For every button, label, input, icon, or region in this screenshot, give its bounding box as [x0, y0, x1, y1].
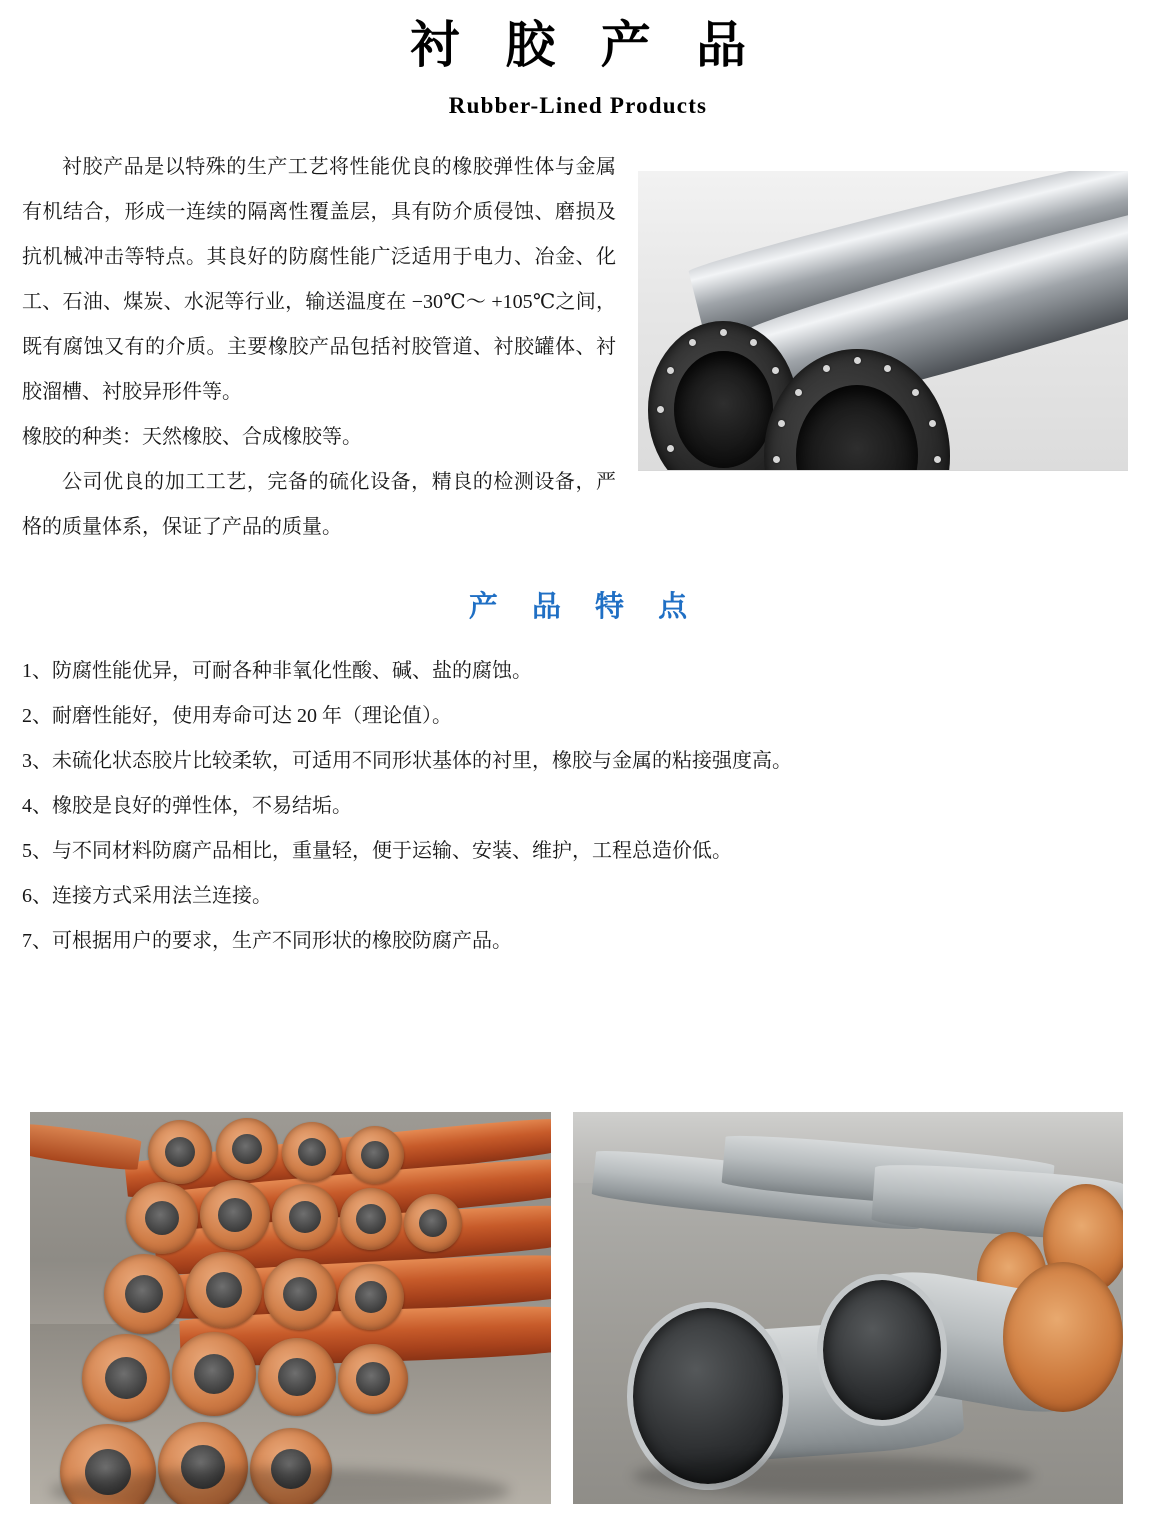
document-page [0, 14, 1156, 1514]
list-item: 3、未硫化状态胶片比较柔软，可适用不同形状基体的衬里，橡胶与金属的粘接强度高。 [22, 749, 792, 772]
intro-paragraph: 衬胶产品是以特殊的生产工艺将性能优良的橡胶弹性体与金属有机结合，形成一连续的隔离性覆盖层，具有防介质侵蚀、磨损及抗机械冲击等特点。其良好的防腐性能广泛适用于电力、冶金、化工、石油、煤炭、水泥等行业，输送温度在 −30℃～ +105℃之间，既有腐蚀又有的介质。主要橡胶产品包括衬胶管道、衬胶罐体、衬胶溜槽、衬胶异形件等。 [22, 155, 616, 403]
list-item: 6、连接方式采用法兰连接。 [22, 884, 272, 907]
list-item: 1、防腐性能优异，可耐各种非氧化性酸、碱、盐的腐蚀。 [22, 659, 532, 682]
bottom-right-product-photo [573, 1112, 1123, 1504]
list-item: 4、橡胶是良好的弹性体，不易结垢。 [22, 794, 352, 817]
section-title-features: 产 品 特 点 [468, 588, 700, 623]
photo-bottom-rule [638, 470, 1128, 471]
orange-pipe-stack-scene [30, 1112, 551, 1504]
page-title-cn: 衬 胶 产 品 [409, 16, 761, 74]
bottom-photo-row [30, 1112, 1126, 1504]
intro-paragraph: 公司优良的加工工艺，完备的硫化设备，精良的检测设备，严格的质量体系，保证了产品的质量。 [22, 470, 616, 538]
intro-section [0, 145, 1156, 550]
top-product-photo [638, 171, 1128, 471]
top-photo-scene [638, 171, 1128, 471]
list-item: 7、可根据用户的要求，生产不同形状的橡胶防腐产品。 [22, 929, 512, 952]
intro-paragraph: 橡胶的种类：天然橡胶、合成橡胶等。 [22, 425, 362, 448]
list-item: 5、与不同材料防腐产品相比，重量轻，便于运输、安装、维护，工程总造价低。 [22, 839, 732, 862]
grey-pipe-yard-scene [573, 1112, 1123, 1504]
list-item: 2、耐磨性能好，使用寿命可达 20 年（理论值）。 [22, 704, 452, 727]
bottom-left-product-photo [30, 1112, 551, 1504]
page-title-en: Rubber-Lined Products [448, 92, 708, 118]
feature-list [0, 649, 1156, 964]
